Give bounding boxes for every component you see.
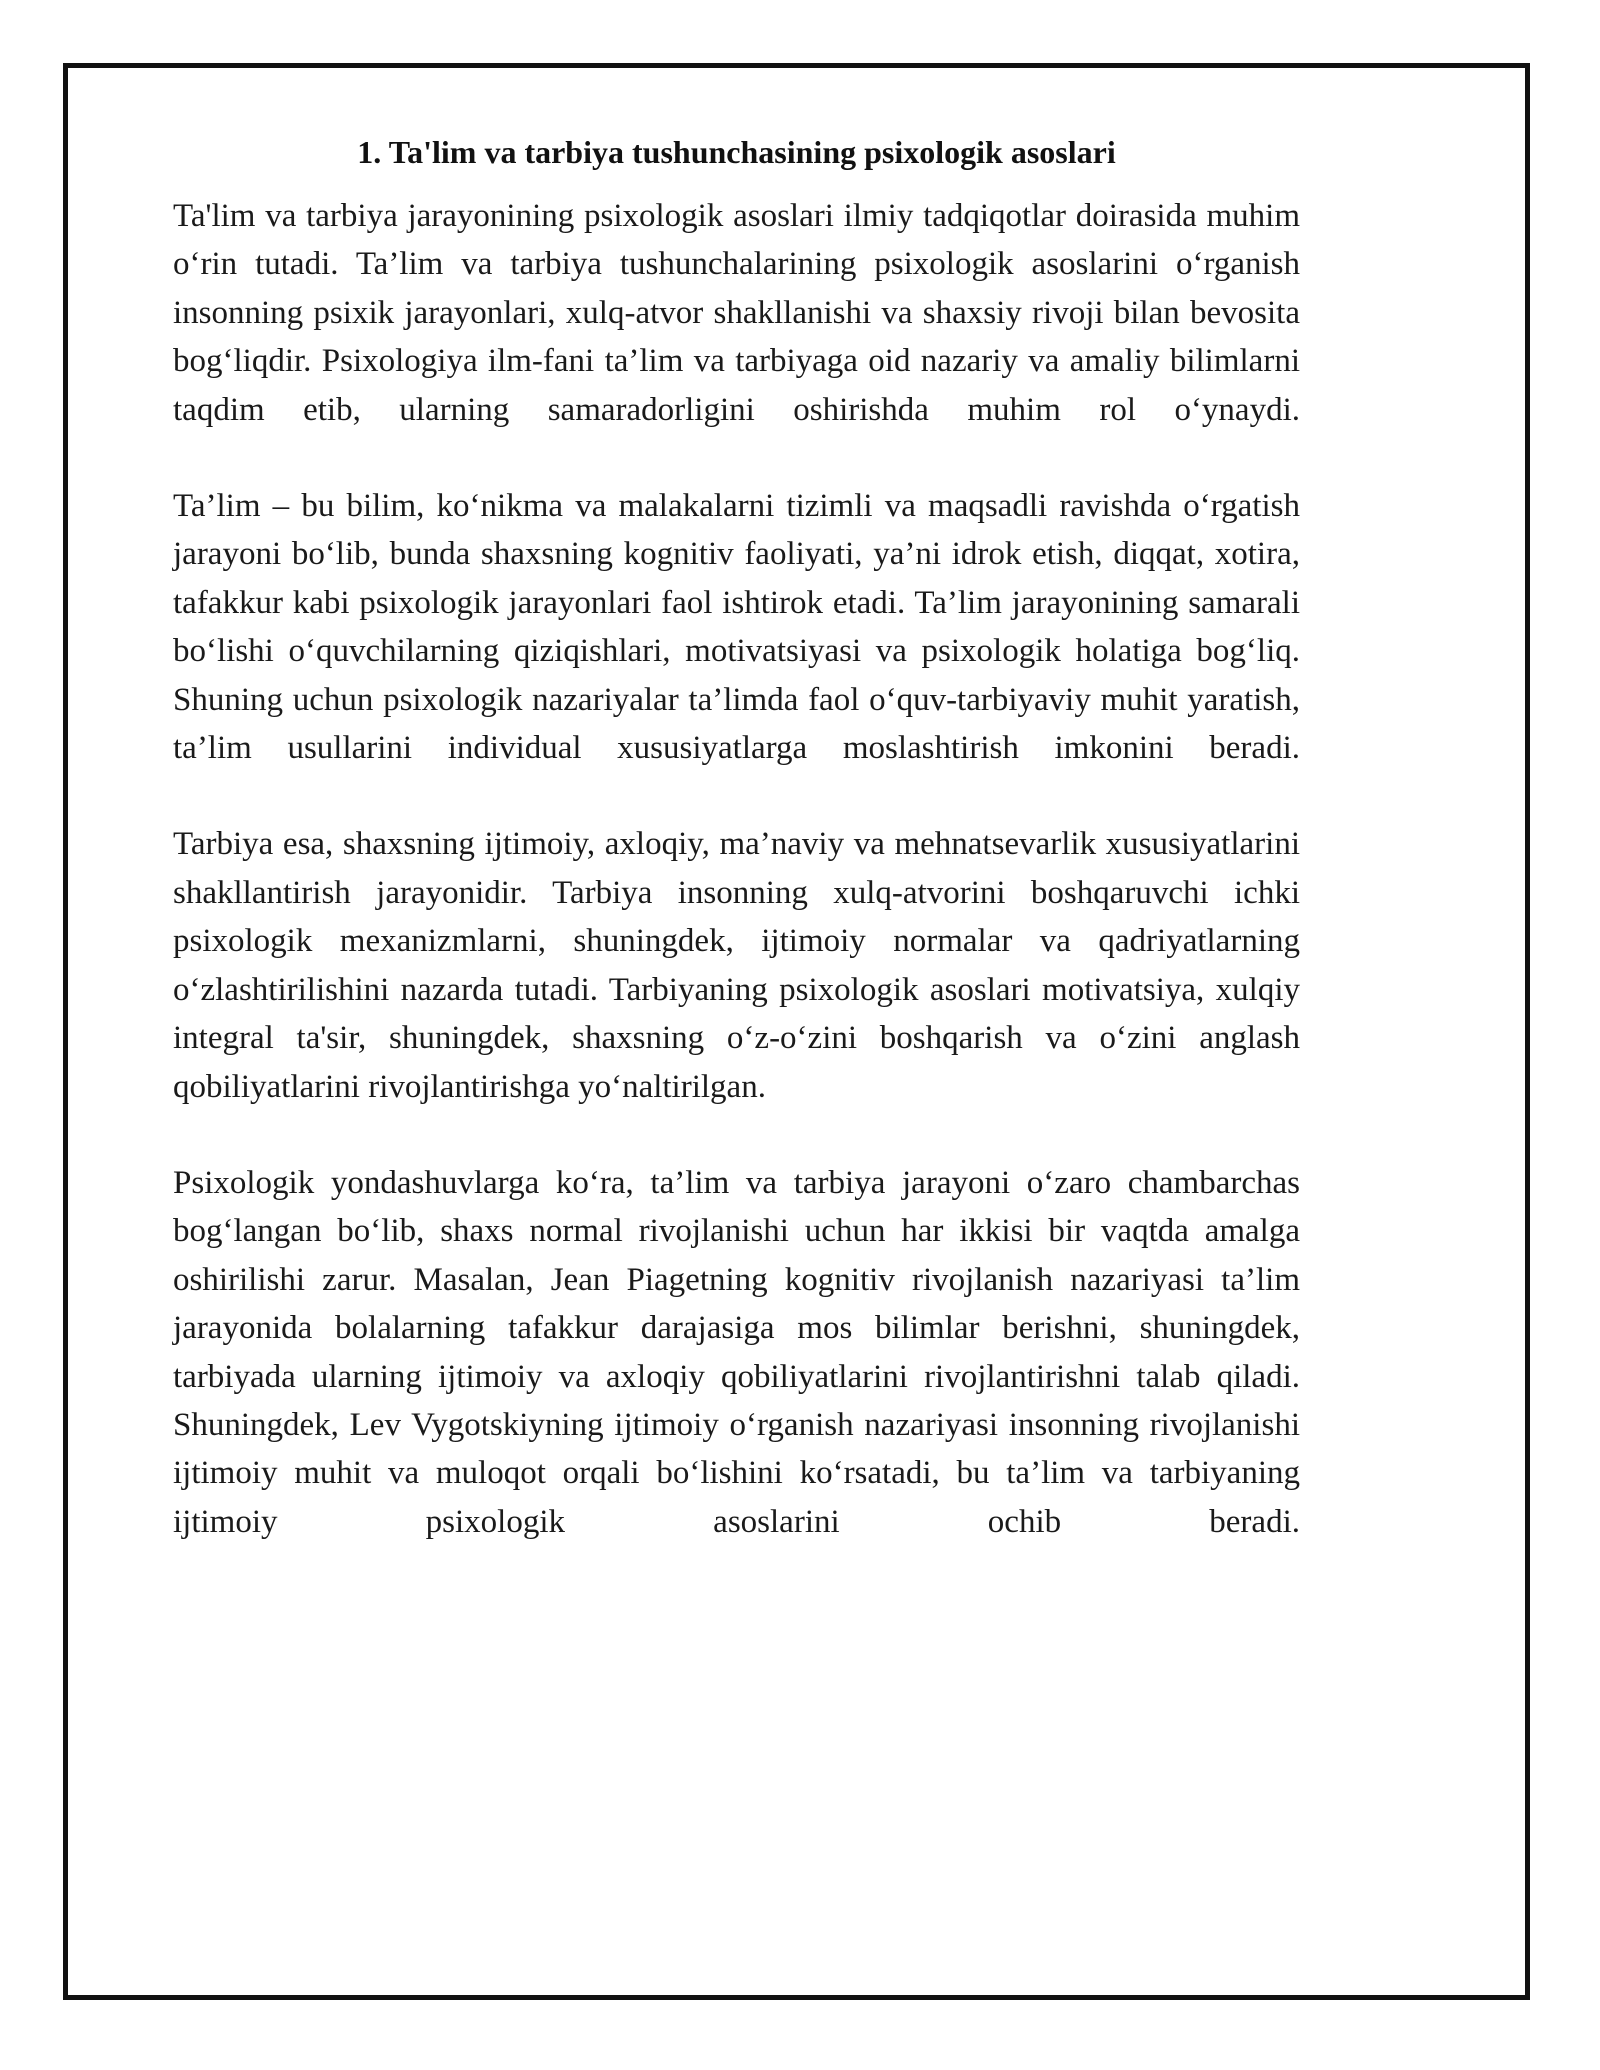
paragraph-4: Psixologik yondashuvlarga ko‘ra, ta’lim va tarbiya jarayoni o‘zaro chambarchas bog‘langan bo‘lib, shaxs normal rivojlanishi uchun har ikkisi bir vaqtda amalga oshirilishi zarur. Masalan, Jean Piagetning kognitiv rivojlanish nazariyasi ta’lim jarayonida bolalarning tafakkur darajasiga mos bilimlar berishni, shuningdek, tarbiyada ularning ijtimoiy va axloqiy qobiliyatlarini rivojlantirishni talab qiladi. Shuningdek, Lev Vygotskiyning ijtimoiy o‘rganish nazariyasi insonning rivojlanishi ijtimoiy muhit va muloqot orqali bo‘lishini ko‘rsatadi, bu ta’lim va tarbiyaning ijtimoiy psixologik asoslarini ochib beradi. — [173, 1164, 1300, 1540]
document-body — [173, 130, 1300, 1594]
paragraph-3: Tarbiya esa, shaxsning ijtimoiy, axloqiy, ma’naviy va mehnatsevarlik xususiyatlarini shakllantirish jarayonidir. Tarbiya insonning xulq-atvorini boshqaruvchi ichki psixologik mexanizmlarni, shuningdek, ijtimoiy normalar va qadriyatlarning o‘zlashtirilishini nazarda tutadi. Tarbiyaning psixologik asoslari motivatsiya, xulqiy integral ta'sir, shuningdek, shaxsning o‘z-o‘zini boshqarish va o‘zini anglash qobiliyatlarini rivojlantirishga yo‘naltirilgan. — [173, 826, 1300, 1105]
page-title: 1. Ta'lim va tarbiya tushunchasining psixologik asoslari — [357, 134, 1116, 170]
paragraph-1: Ta'lim va tarbiya jarayonining psixologik asoslari ilmiy tadqiqotlar doirasida muhim o‘rin tutadi. Ta’lim va tarbiya tushunchalarining psixologik asoslarini o‘rganish insonning psixik jarayonlari, xulq-atvor shakllanishi va shaxsiy rivoji bilan bevosita bog‘liqdir. Psixologiya ilm-fani ta’lim va tarbiyaga oid nazariy va amaliy bilimlarni taqdim etib, ularning samaradorligini oshirishda muhim rol o‘ynaydi. — [173, 198, 1300, 428]
paragraph-2: Ta’lim – bu bilim, ko‘nikma va malakalarni tizimli va maqsadli ravishda o‘rgatish jarayoni bo‘lib, bunda shaxsning kognitiv faoliyati, ya’ni idrok etish, diqqat, xotira, tafakkur kabi psixologik jarayonlari faol ishtirok etadi. Ta’lim jarayonining samarali bo‘lishi o‘quvchilarning qiziqishlari, motivatsiyasi va psixologik holatiga bog‘liq. Shuning uchun psixologik nazariyalar ta’limda faol o‘quv-tarbiyaviy muhit yaratish, ta’lim usullarini individual xususiyatlarga moslashtirish imkonini beradi. — [173, 488, 1300, 767]
